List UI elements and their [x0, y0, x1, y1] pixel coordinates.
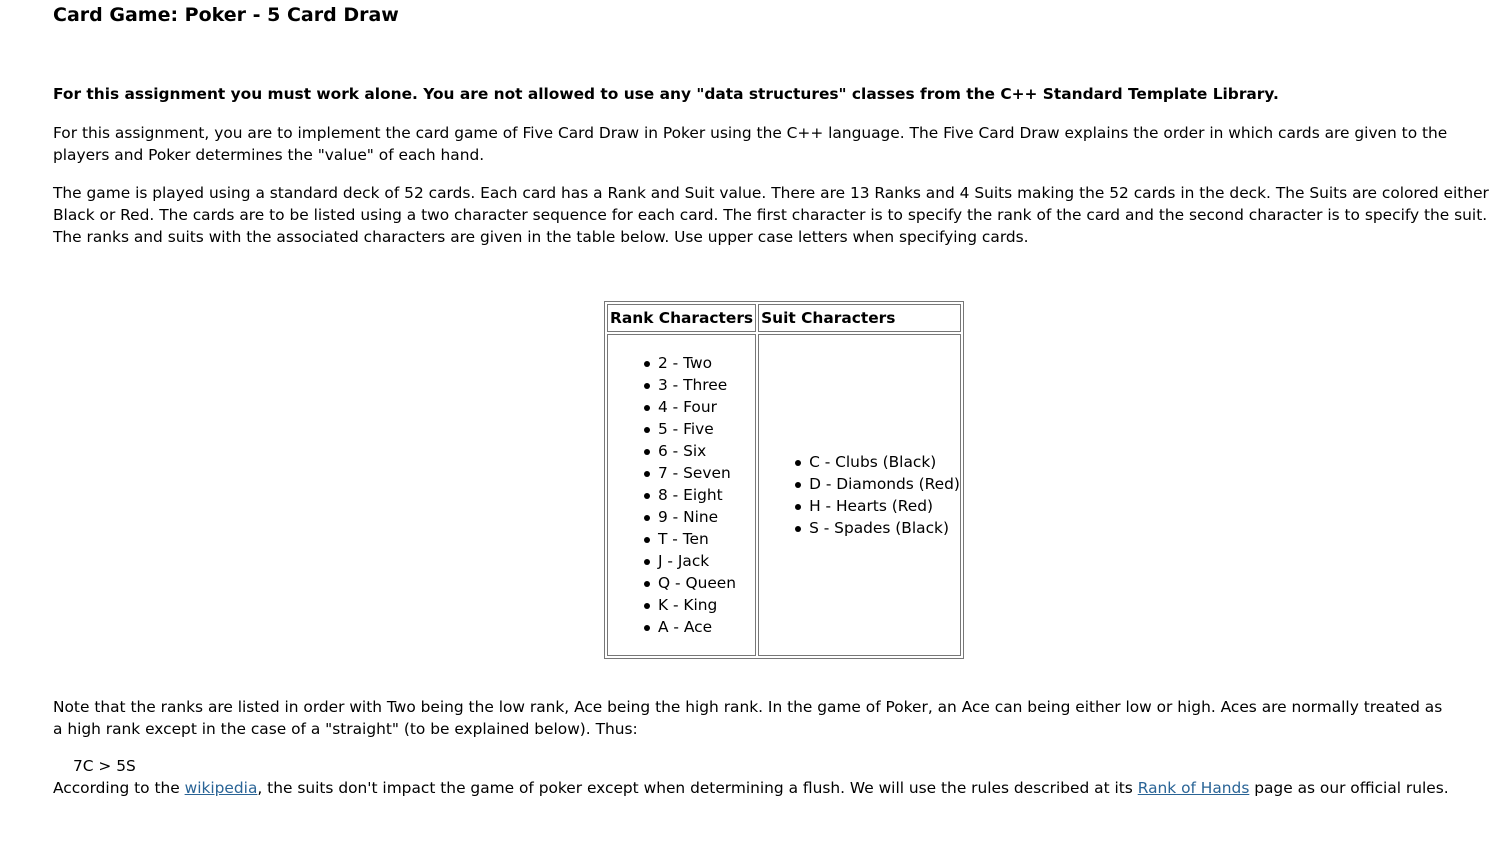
page-title: Card Game: Poker - 5 Card Draw: [53, 4, 399, 26]
rank-of-hands-link[interactable]: Rank of Hands: [1137, 779, 1250, 797]
rank-list-item: 8 - Eight: [658, 484, 755, 506]
rank-list-item: Q - Queen: [658, 572, 755, 594]
wikipedia-paragraph-suffix: page as our official rules.: [1249, 779, 1449, 797]
rank-list-item: 2 - Two: [658, 352, 755, 374]
suit-list-item: S - Spades (Black): [809, 517, 960, 539]
rank-list-item: J - Jack: [658, 550, 755, 572]
suit-characters-header: Suit Characters: [758, 304, 961, 332]
wikipedia-link[interactable]: wikipedia: [184, 779, 258, 797]
rank-list-item: T - Ten: [658, 528, 755, 550]
deck-paragraph: The game is played using a standard deck of 52 cards. Each card has a Rank and Suit value. There are 13 Ranks and 4 Suits making the 52 cards in the deck. The Suits are colored either Black or Red. The cards are to be listed using a two character sequence for each card. The first character is to specify the rank of the card and the second character is to specify the suit. The ranks and suits with the associated characters are given in the table below. Use upper case letters when specifying cards.: [53, 184, 1489, 246]
rank-list-item: A - Ace: [658, 616, 755, 638]
intro-paragraph: For this assignment, you are to implement the card game of Five Card Draw in Poker using the C++ language. The Five Card Draw explains the order in which cards are given to the players and Poker determines the "value" of each hand.: [53, 124, 1448, 164]
characters-table: [604, 301, 964, 659]
rank-characters-header: Rank Characters: [607, 304, 756, 332]
rank-characters-cell: [607, 334, 756, 656]
characters-table-wrapper: [604, 301, 964, 659]
wikipedia-paragraph-middle: , the suits don't impact the game of poker except when determining a flush. We will use the rules described at its: [257, 779, 1138, 797]
rank-list-item: 9 - Nine: [658, 506, 755, 528]
rank-list: [608, 352, 755, 638]
table-header-row: [607, 304, 961, 332]
rank-order-paragraph: Note that the ranks are listed in order with Two being the low rank, Ace being the high rank. In the game of Poker, an Ace can being either low or high. Aces are normally treated as a high rank except in the case of a "straight" (to be explained below). Thus:: [53, 698, 1443, 738]
wikipedia-paragraph-prefix: According to the: [53, 779, 185, 797]
work-alone-notice: For this assignment you must work alone. You are not allowed to use any "data structures" classes from the C++ Standard Template Library.: [53, 85, 1279, 103]
rank-list-item: K - King: [658, 594, 755, 616]
rank-list-item: 5 - Five: [658, 418, 755, 440]
wikipedia-paragraph: [53, 777, 1449, 799]
suit-characters-cell: [758, 334, 961, 656]
rank-list-item: 3 - Three: [658, 374, 755, 396]
suit-list: [759, 451, 960, 539]
suit-list-item: C - Clubs (Black): [809, 451, 960, 473]
rank-list-item: 4 - Four: [658, 396, 755, 418]
suit-list-item: D - Diamonds (Red): [809, 475, 960, 493]
table-body-row: [607, 334, 961, 656]
card-comparison-example: 7C > 5S: [73, 757, 136, 775]
rank-list-item: 6 - Six: [658, 440, 755, 462]
suit-list-item: H - Hearts (Red): [809, 495, 960, 517]
rank-list-item: 7 - Seven: [658, 462, 755, 484]
